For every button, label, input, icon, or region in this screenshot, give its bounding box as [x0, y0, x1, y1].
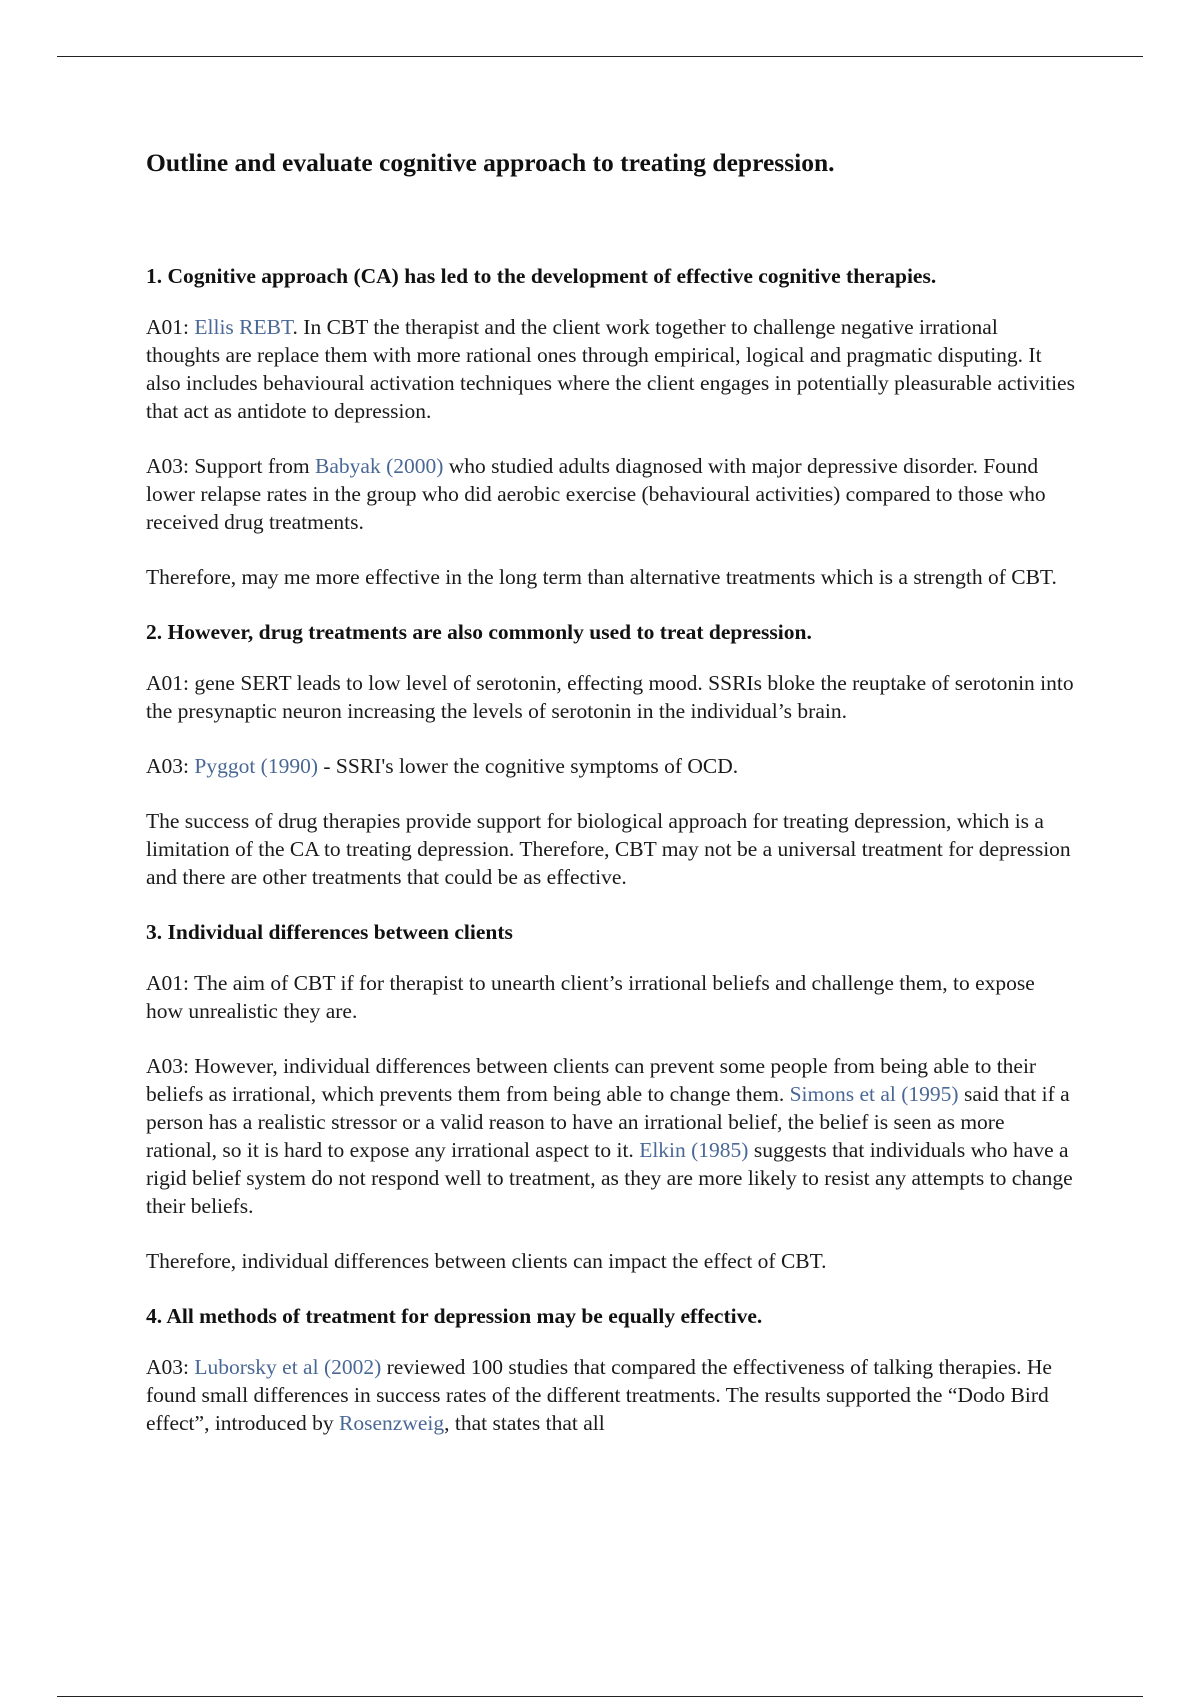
paragraph [146, 452, 1076, 536]
paragraph-text: who studied adults diagnosed with major depressive disorder. Found lower relapse rates in the group who did aerobic exercise (behavioural activities) compared to those who received drug treatments. [146, 454, 1046, 534]
paragraph-text: . In CBT the therapist and the client work together to challenge negative irrational thoughts are replace them with more rational ones through empirical, logical and pragmatic disputing. It also includes behavioural activation techniques where the client engages in potentially pleasurable activities that act as antidote to depression. [146, 315, 1075, 423]
paragraph-lead: A03: [146, 754, 195, 778]
citation-link[interactable]: Elkin (1985) [639, 1138, 749, 1162]
top-rule [57, 56, 1143, 57]
paragraph-lead: A03: [146, 1355, 195, 1379]
section-heading: 1. Cognitive approach (CA) has led to the development of effective cognitive therapies. [146, 264, 937, 288]
citation-link[interactable]: Ellis REBT [194, 315, 293, 339]
paragraph [146, 313, 1076, 425]
paragraph-lead: A01: [146, 315, 195, 339]
section-heading: 2. However, drug treatments are also commonly used to treat depression. [146, 620, 812, 644]
bottom-rule [57, 1696, 1143, 1697]
document-title: Outline and evaluate cognitive approach to treating depression. [146, 148, 835, 177]
document-page [146, 146, 1076, 1464]
section-heading: 3. Individual differences between clients [146, 920, 513, 944]
paragraph-text: said that if a person has a realistic stressor or a valid reason to have an irrational belief, the belief is seen as more rational, so it is hard to expose any irrational aspect to it. [146, 1082, 1070, 1162]
paragraph-text: , that states that all [444, 1411, 605, 1435]
section-2 [146, 618, 1076, 891]
paragraph [146, 1353, 1076, 1437]
section-4 [146, 1302, 1076, 1437]
paragraph [146, 752, 1076, 780]
paragraph: A01: The aim of CBT if for therapist to unearth client’s irrational beliefs and challenge them, to expose how unrealistic they are. [146, 971, 1035, 1023]
section-3 [146, 918, 1076, 1275]
paragraph [146, 1052, 1076, 1220]
paragraph-text: reviewed 100 studies that compared the effectiveness of talking therapies. He found small differences in success rates of the different treatments. The results supported the “Dodo Bird effect”, introduced by [146, 1355, 1052, 1435]
paragraph-lead: A03: However, individual differences between clients can prevent some people from being able to their beliefs as irrational, which prevents them from being able to change them. [146, 1054, 1037, 1106]
paragraph-text: suggests that individuals who have a rigid belief system do not respond well to treatment, as they are more likely to resist any attempts to change their beliefs. [146, 1138, 1073, 1218]
paragraph-lead: A03: Support from [146, 454, 316, 478]
paragraph-text: - SSRI's lower the cognitive symptoms of OCD. [318, 754, 739, 778]
paragraph: Therefore, individual differences between clients can impact the effect of CBT. [146, 1249, 827, 1273]
paragraph: The success of drug therapies provide support for biological approach for treating depression, which is a limitation of the CA to treating depression. Therefore, CBT may not be a universal treatment for depression and there are other treatments that could be as effective. [146, 809, 1071, 889]
paragraph: A01: gene SERT leads to low level of serotonin, effecting mood. SSRIs bloke the reuptake of serotonin into the presynaptic neuron increasing the levels of serotonin in the individual’s brain. [146, 671, 1074, 723]
citation-link[interactable]: Simons et al (1995) [789, 1082, 959, 1106]
citation-link[interactable]: Luborsky et al (2002) [194, 1355, 382, 1379]
citation-link[interactable]: Pyggot (1990) [194, 754, 318, 778]
paragraph: Therefore, may me more effective in the long term than alternative treatments which is a strength of CBT. [146, 565, 1057, 589]
citation-link[interactable]: Rosenzweig [339, 1411, 445, 1435]
citation-link[interactable]: Babyak (2000) [315, 454, 444, 478]
section-1 [146, 262, 1076, 591]
section-heading: 4. All methods of treatment for depression may be equally effective. [146, 1304, 763, 1328]
